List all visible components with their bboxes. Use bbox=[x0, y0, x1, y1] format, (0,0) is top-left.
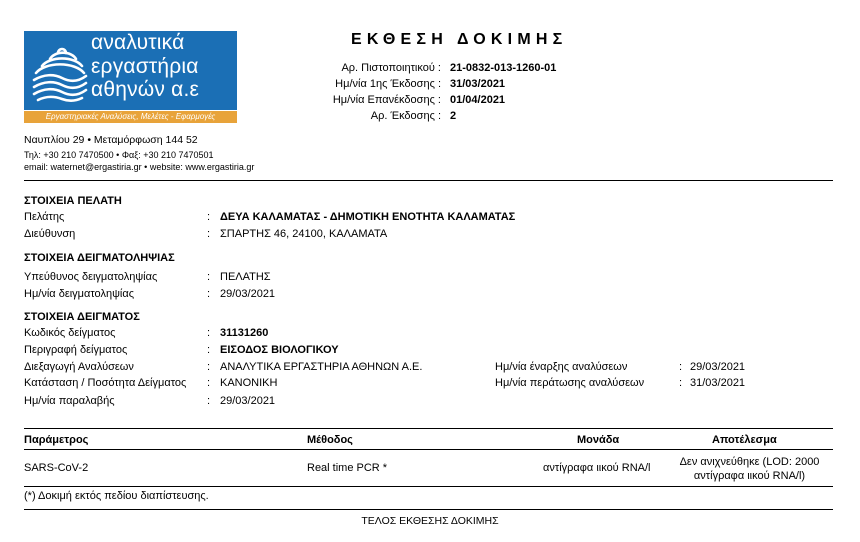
analysis-start-value: 29/03/2021 bbox=[690, 361, 746, 373]
table-top-border bbox=[24, 428, 833, 429]
condition-value: ΚΑΝΟΝΙΚΗ bbox=[220, 377, 278, 389]
certificate-number-label: Αρ. Πιστοποιητικού : bbox=[341, 62, 441, 74]
row-method: Real time PCR * bbox=[307, 462, 388, 474]
sample-code-label: Κωδικός δείγματος bbox=[24, 327, 116, 339]
company-address: Ναυπλίου 29 • Μεταμόρφωση 144 52 bbox=[24, 134, 198, 146]
sampling-date-label: Ημ/νία δειγματοληψίας bbox=[24, 288, 135, 300]
received-date-label: Ημ/νία παραλαβής bbox=[24, 395, 115, 407]
colon: : bbox=[207, 395, 211, 407]
header-method: Μέθοδος bbox=[307, 434, 353, 446]
colon: : bbox=[679, 377, 683, 389]
sample-section-title: ΣΤΟΙΧΕΙΑ ΔΕΙΓΜΑΤΟΣ bbox=[24, 311, 140, 323]
company-phone-fax: Τηλ: +30 210 7470500 • Φαξ: +30 210 7470501 bbox=[24, 150, 214, 160]
analysis-end-label: Ημ/νία περάτωσης αναλύσεων bbox=[495, 377, 645, 389]
sampling-date-value: 29/03/2021 bbox=[220, 288, 276, 300]
header-result: Αποτέλεσμα bbox=[712, 434, 777, 446]
sample-desc-label: Περιγραφή δείγματος bbox=[24, 344, 128, 356]
header-divider bbox=[24, 180, 833, 181]
brand-line: αναλυτικά bbox=[91, 31, 185, 54]
analysis-end-value: 31/03/2021 bbox=[690, 377, 746, 389]
condition-label: Κατάσταση / Ποσότητα Δείγματος bbox=[24, 377, 187, 389]
client-name-value: ΔΕΥΑ ΚΑΛΑΜΑΤΑΣ - ΔΗΜΟΤΙΚΗ ΕΝΟΤΗΤΑ ΚΑΛΑΜΑΤΑΣ bbox=[220, 211, 516, 223]
sampling-section-title: ΣΤΟΙΧΕΙΑ ΔΕΙΓΜΑΤΟΛΗΨΙΑΣ bbox=[24, 252, 175, 264]
sampling-responsible-label: Υπεύθυνος δειγματοληψίας bbox=[24, 271, 158, 283]
company-email-web: email: waternet@ergastiria.gr • website: www.ergastiria.gr bbox=[24, 162, 255, 172]
client-address-label: Διεύθυνση bbox=[24, 228, 76, 240]
footnote: (*) Δοκιμή εκτός πεδίου διαπίστευσης. bbox=[24, 490, 209, 502]
table-bottom-border bbox=[24, 486, 833, 487]
colon: : bbox=[679, 361, 683, 373]
colon: : bbox=[207, 377, 211, 389]
header-parameter: Παράμετρος bbox=[24, 434, 89, 446]
row-result-line2: αντίγραφα ιικού RNA/l) bbox=[693, 470, 806, 482]
reissue-value: 01/04/2021 bbox=[450, 94, 506, 106]
row-parameter: SARS-CoV-2 bbox=[24, 462, 89, 474]
colon: : bbox=[207, 271, 211, 283]
company-name bbox=[91, 31, 199, 102]
first-issue-value: 31/03/2021 bbox=[450, 78, 506, 90]
issue-number-value: 2 bbox=[450, 110, 457, 122]
colon: : bbox=[207, 361, 211, 373]
sample-code-value: 31131260 bbox=[220, 327, 269, 339]
waves-logo-icon bbox=[28, 45, 88, 103]
client-name-label: Πελάτης bbox=[24, 211, 65, 223]
conducted-label: Διεξαγωγή Αναλύσεων bbox=[24, 361, 134, 373]
received-date-value: 29/03/2021 bbox=[220, 395, 276, 407]
sampling-responsible-value: ΠΕΛΑΤΗΣ bbox=[220, 271, 271, 283]
row-unit: αντίγραφα ιικού RNA/l bbox=[543, 462, 651, 474]
colon: : bbox=[207, 228, 211, 240]
colon: : bbox=[207, 344, 211, 356]
footer-divider bbox=[24, 509, 833, 510]
brand-line: αθηνών α.ε bbox=[91, 78, 200, 101]
sample-desc-value: ΕΙΣΟΔΟΣ ΒΙΟΛΟΓΙΚΟΥ bbox=[220, 344, 339, 356]
reissue-label: Ημ/νία Επανέκδοσης : bbox=[332, 94, 441, 106]
table-header-border bbox=[24, 449, 833, 450]
conducted-value: ΑΝΑΛΥΤΙΚΑ ΕΡΓΑΣΤΗΡΙΑ ΑΘΗΝΩΝ Α.Ε. bbox=[220, 361, 423, 373]
client-section-title: ΣΤΟΙΧΕΙΑ ΠΕΛΑΤΗ bbox=[24, 195, 122, 207]
company-logo bbox=[24, 31, 237, 110]
report-end: ΤΕΛΟΣ ΕΚΘΕΣΗΣ ΔΟΚΙΜΗΣ bbox=[361, 515, 499, 527]
company-tagline: Εργαστηριακές Αναλύσεις, Μελέτες - Εφαρμογές bbox=[24, 111, 237, 123]
header-unit: Μονάδα bbox=[577, 434, 620, 446]
row-result-line1: Δεν ανιχνεύθηκε (LOD: 2000 bbox=[679, 456, 820, 468]
colon: : bbox=[207, 288, 211, 300]
client-address-value: ΣΠΑΡΤΗΣ 46, 24100, ΚΑΛΑΜΑΤΑ bbox=[220, 228, 388, 240]
analysis-start-label: Ημ/νία έναρξης αναλύσεων bbox=[495, 361, 628, 373]
colon: : bbox=[207, 327, 211, 339]
issue-number-label: Αρ. Έκδοσης : bbox=[370, 110, 441, 122]
report-title: ΕΚΘΕΣΗ ΔΟΚΙΜΗΣ bbox=[351, 31, 568, 48]
colon: : bbox=[207, 211, 211, 223]
certificate-number-value: 21-0832-013-1260-01 bbox=[450, 62, 557, 74]
first-issue-label: Ημ/νία 1ης Έκδοσης : bbox=[335, 78, 441, 90]
brand-line: εργαστήρια bbox=[91, 54, 199, 78]
